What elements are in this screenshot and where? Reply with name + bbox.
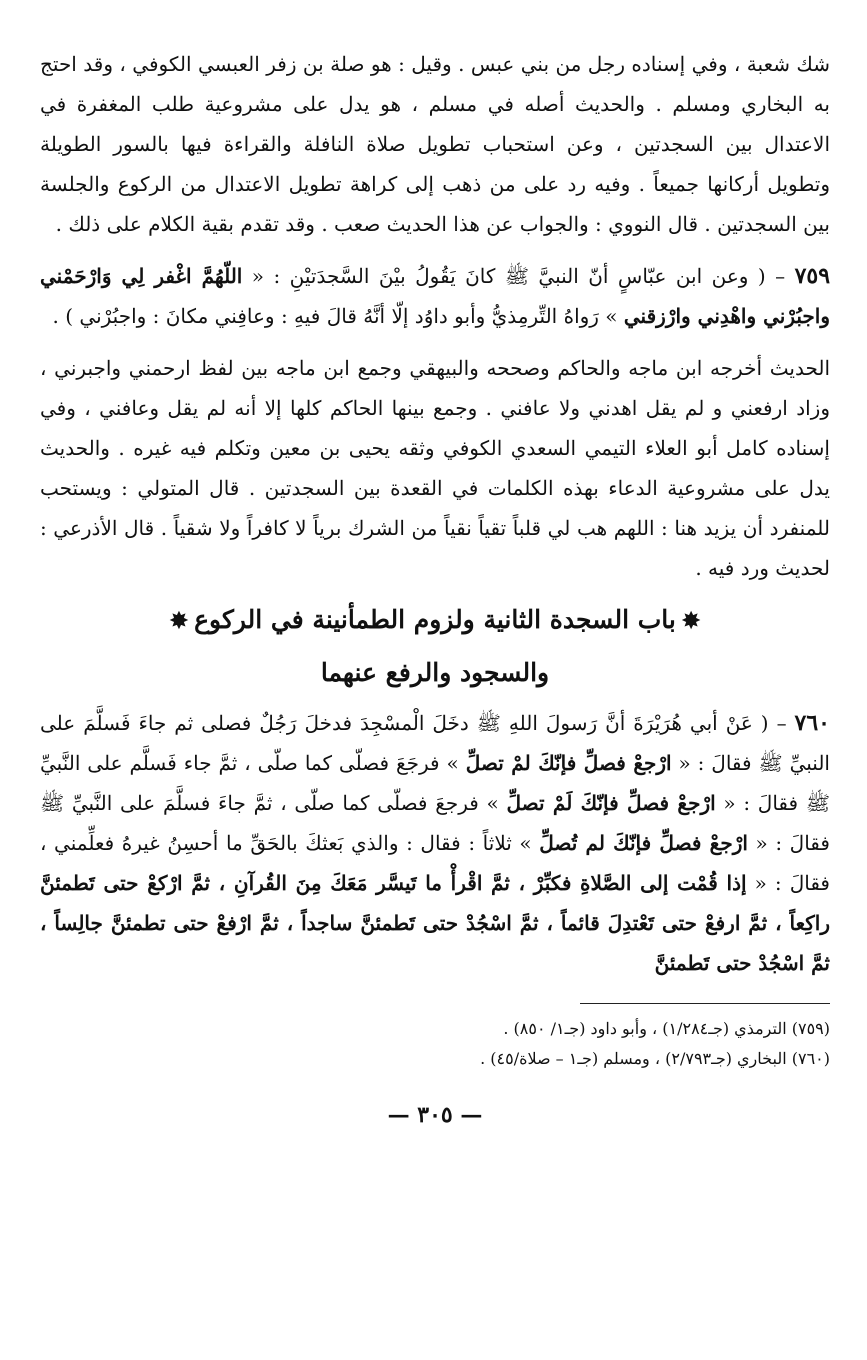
book-page: [40, 44, 830, 1128]
commentary-759: الحديث أخرجه ابن ماجه والحاكم وصححه والبيهقي وجمع ابن ماجه بين لفظ ارحمني واجبرني ، وزاد ارفعني و لم يقل اهدني ولا عافني . وجمع بينها الحاكم كلها إلا أنه لم يقل وعافني ، وفي إسناده كامل أبو العلاء التيمي السعدي الكوفي وثقه يحيى بن معين وتكلم فيه غيره . والحديث يدل على مشروعية الدعاء بهذه الكلمات في القعدة بين السجدتين . قال المتولي : ويستحب للمنفرد أن يزيد هنا : اللهم هب لي قلباً تقياً نقياً من الشرك برياً لا كافراً ولا شقياً . قال الأذرعي : لحديث ورد فيه .: [40, 356, 830, 580]
hadith-760-quote-2: ارْجعْ فصلِّ فإنّكَ لَمْ تصلِّ: [506, 791, 716, 815]
hadith-760-mid-1: » فرجَعَ فصلّى كما صلّى ، ثمَّ جاء فَسلَّم على النَّبيِّ ﷺ فقالَ : «: [40, 751, 830, 815]
hadith-759-dua: اللّهُمَّ اغْفر لِي وَارْحَمْني واجبُرْني واهْدِني وارْزقني: [40, 264, 830, 328]
spacer: [40, 244, 830, 256]
footnotes: [40, 1014, 830, 1074]
chapter-heading: [40, 594, 830, 699]
hadith-760-quote-1: ارْجعْ فصلِّ فإنّكَ لمْ تصلِّ: [465, 751, 672, 775]
footnote-divider: [580, 1003, 830, 1004]
commentary-top: شك شعبة ، وفي إسناده رجل من بني عبس . وقيل : هو صلة بن زفر العبسي الكوفي ، وقد احتج به البخاري ومسلم . والحديث أصله في مسلم ، هو يدل على مشروعية طلب المغفرة في الاعتدال بين السجدتين ، وعن استحباب تطويل صلاة النافلة والقراءة فيها بالسور الطويلة وتطويل أركانها جميعاً . وفيه رد على من ذهب إلى كراهة تطويل الاعتدال من الركوع والجلسة بين السجدتين . قال النووي : والجواب عن هذا الحديث صعب . وقد تقدم بقية الكلام على ذلك .: [40, 52, 830, 236]
footnote-759: (٧٥٩) الترمذي (جـ١/٢٨٤) ، وأبو داود (جـ١/ ٨٥٠) .: [503, 1019, 830, 1038]
hadith-760: [40, 703, 830, 983]
hadith-760-lead: – ( عَنْ أبي هُرَيْرَةَ أنَّ رَسولَ اللهِ ﷺ دخَلَ الْمسْجِدَ فدخلَ رَجُلٌ فصلى ثم جاءَ فَسلَّمَ على النبيِّ ﷺ فقالَ : «: [40, 711, 830, 775]
ornament-star-icon: ✸: [169, 608, 189, 634]
page-number: — ٣٠٥ —: [387, 1102, 483, 1128]
chapter-heading-line-1: [40, 594, 830, 647]
chapter-title-1: باب السجدة الثانية ولزوم الطمأنينة في الركوع: [194, 605, 676, 634]
hadith-760-mid-2: » فرجعَ فصلّى كما صلّى ، ثمَّ جاءَ فسلَّمَ على النَّبيِّ ﷺ فقالَ : «: [40, 791, 830, 855]
spacer: [40, 336, 830, 348]
hadith-759-number: ٧٥٩: [794, 263, 831, 289]
hadith-759-tail: » رَواهُ التِّرمِذيُّ وأبو داوُد إلّا أنَّهُ قالَ فيهِ : وعافِني مكانَ : واجبُرْني ) .: [52, 304, 624, 328]
ornament-star-icon: ✸: [681, 608, 701, 634]
hadith-760-number: ٧٦٠: [794, 710, 830, 736]
footnote-760: (٧٦٠) البخاري (جـ٢/٧٩٣) ، ومسلم (جـ١ – صلاة/٤٥) .: [480, 1049, 830, 1068]
hadith-760-quote-3: ارْجعْ فصلِّ فإنّكَ لم تُصلِّ: [539, 831, 748, 855]
hadith-760-mid-3: » ثلاثاً : فقال : والذي بَعثكَ بالحَقِّ ما أحسِنُ غيرهُ فعلِّمني ، فقالَ : «: [40, 831, 830, 895]
hadith-760-quote-4: إذا قُمْت إلى الصَّلاةِ فكبِّرْ ، ثمَّ اقْرأْ ما تَيسَّر مَعَكَ مِنَ القُرآنِ ، ثمَّ ارْكعْ حتى تَطمئنَّ راكِعاً ، ثمَّ ارفعْ حتى تَعْتدِلَ قائماً ، ثمَّ اسْجُدْ حتى تَطمئنَّ ساجداً ، ثمَّ ارْفعْ حتى تطمئنَّ جالِساً ، ثمَّ اسْجُدْ حتى تَطمئنَّ: [40, 871, 830, 975]
chapter-title-2: والسجود والرفع عنهما: [320, 658, 550, 687]
hadith-759: [40, 256, 830, 336]
hadith-759-lead: – ( وعن ابن عبّاسٍ أنّ النبيَّ ﷺ كانَ يَقُولُ بيْنَ السَّجدَتيْنِ : «: [242, 264, 795, 288]
